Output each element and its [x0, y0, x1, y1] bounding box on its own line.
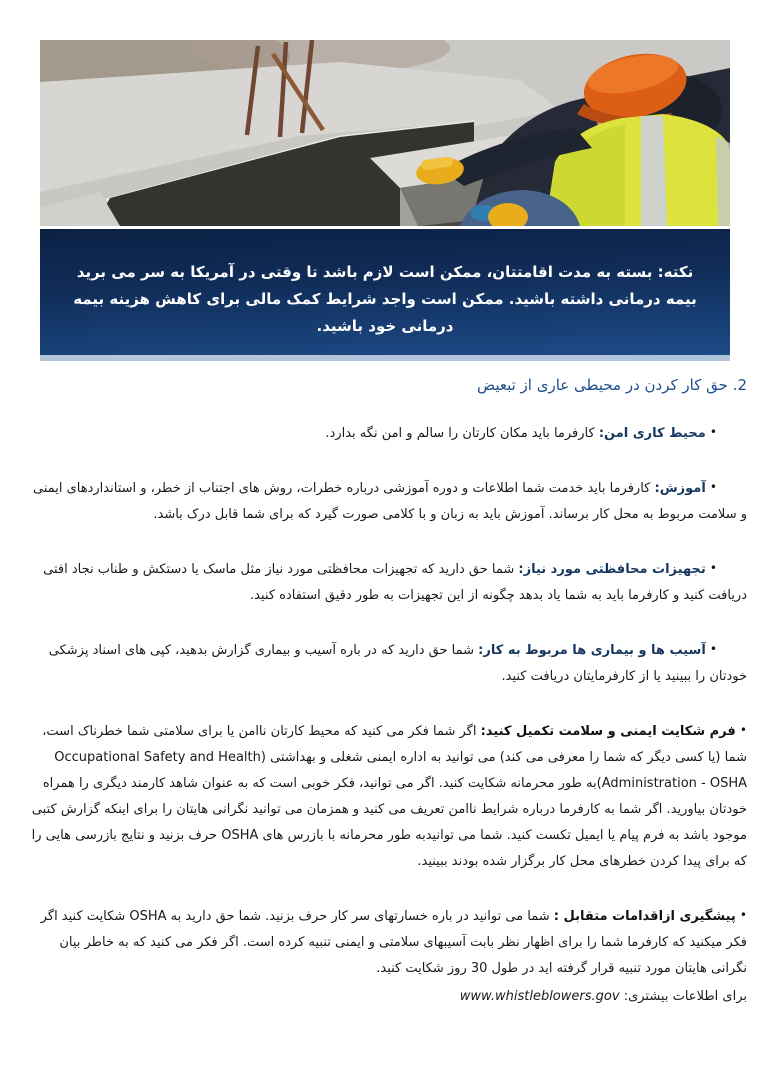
list-item-body: شما می توانید در باره خسارتهای سر کار حرف بزنید. شما حق دارید به OSHA شکایت کنید اگر فکر میکنید که کارفرما شما را برای اظهار نظر بابت آسیبهای سلامتی و ایمنی تنبیه کرده است. اگر فکر می کنید که به خاطر بیان نگرانی هایتان مورد تنبیه قرار گرفته اید در طول 30 روز شکایت کنید. — [40, 909, 747, 976]
list-item-body: شما حق دارید که تجهیزات محافظتی مورد نیاز مثل ماسک یا دستکش و طناب نجاد افتی دریافت کنید و کارفرما باید به شما یاد بدهد چگونه از این تجهیزات به طور دقیق استفاده کنید. — [43, 562, 747, 603]
list-item-protective-equipment — [23, 556, 747, 609]
more-info-line — [23, 984, 747, 1010]
list-item-lead: فرم شکایت ایمنی و سلامت تکمیل کنید: — [480, 724, 736, 739]
list-item-lead: محیط کاری امن: — [598, 426, 706, 441]
photo-illustration — [40, 40, 730, 226]
list-item-body: کارفرما باید خدمت شما اطلاعات و دوره آموزشی درباره خطرات، روش های اجتناب از خطر، و استانداردهای ایمنی و سلامت مربوط به محل کار برساند. آموزش باید به زبان و با کلامی صورت گیرد که برای شما قابل درک باشد. — [32, 481, 747, 522]
construction-worker-photo — [40, 40, 730, 226]
bullet-icon: • — [709, 425, 717, 439]
list-item-retaliation — [23, 903, 747, 982]
list-item-body: کارفرما باید مکان کارتان را سالم و امن نگه بدارد. — [325, 426, 595, 441]
bullet-icon: • — [709, 561, 717, 575]
note-banner — [40, 229, 730, 355]
list-item-safety-complaint — [23, 718, 747, 875]
list-item-work-injuries — [23, 637, 747, 690]
vest-reflective-stripe-2 — [716, 136, 730, 226]
list-item-lead: آموزش: — [654, 481, 706, 496]
list-item-safe-workplace — [23, 420, 747, 447]
list-item-body: اگر شما فکر می کنید که محیط کارتان ناامن یا برای سلامتی شما خطرناک است، شما (یا کسی دیگر که شما را معرفی می کند) می توانید به اداره ایمنی شغلی و بهداشتی (Occupational Safety and Health Administration - OSHA)به طور محرمانه شکایت کنید. اگر می توانید، فکر خوبی است که به عنوان شاهد کارمند دیگری را همراه خودتان بیاورید. اگر شما به کارفرما درباره شرایط ناامن تعریف می کنید و همزمان می توانید نگرانی هایتان را برای اینکه گزارش کتبی موجود باشد به فرم پیام یا ایمیل تکست کنید. شما می توانیدبه طور محرمانه با بازرس های OSHA حرف بزنید و نتایج بازرسی هایی را که برای پیدا کردن خطرهای محل کار برگزار شده بودند ببینید. — [31, 724, 747, 869]
vest-reflective-stripe — [641, 116, 667, 226]
list-item-lead: آسیب ها و بیماری ها مربوط به کار: — [478, 643, 706, 658]
list-item-lead: تجهیزات محافظتی مورد نیاز: — [518, 562, 706, 577]
note-text: نکته: بسته به مدت اقامتتان، ممکن است لازم باشد تا وقتی در آمریکا به سر می برید بیمه درمانی داشته باشید. ممکن است واجد شرایط کمک مالی برای کاهش هزینه بیمه درمانی خود باشید. — [73, 262, 697, 335]
whistleblowers-link[interactable]: www.whistleblowers.gov — [459, 989, 620, 1004]
section-heading: 2. حق کار کردن در محیطی عاری از تبعیض — [476, 376, 747, 394]
bullet-icon: • — [739, 723, 747, 737]
bullet-icon: • — [739, 908, 747, 922]
more-info-label: برای اطلاعات بیشتری: — [623, 989, 747, 1004]
document-body — [23, 374, 747, 1010]
list-item-lead: پیشگیری ازاقدامات متقابل : — [553, 909, 736, 924]
bullet-icon: • — [709, 642, 717, 656]
banner-bottom-strip — [40, 355, 730, 361]
list-item-body: شما حق دارید که در باره آسیب و بیماری گزارش بدهید، کپی های اسناد پزشکی خودتان را ببینید یا از کارفرمایتان دریافت کنید. — [48, 643, 747, 684]
list-item-training — [23, 475, 747, 528]
bullet-icon: • — [709, 480, 717, 494]
